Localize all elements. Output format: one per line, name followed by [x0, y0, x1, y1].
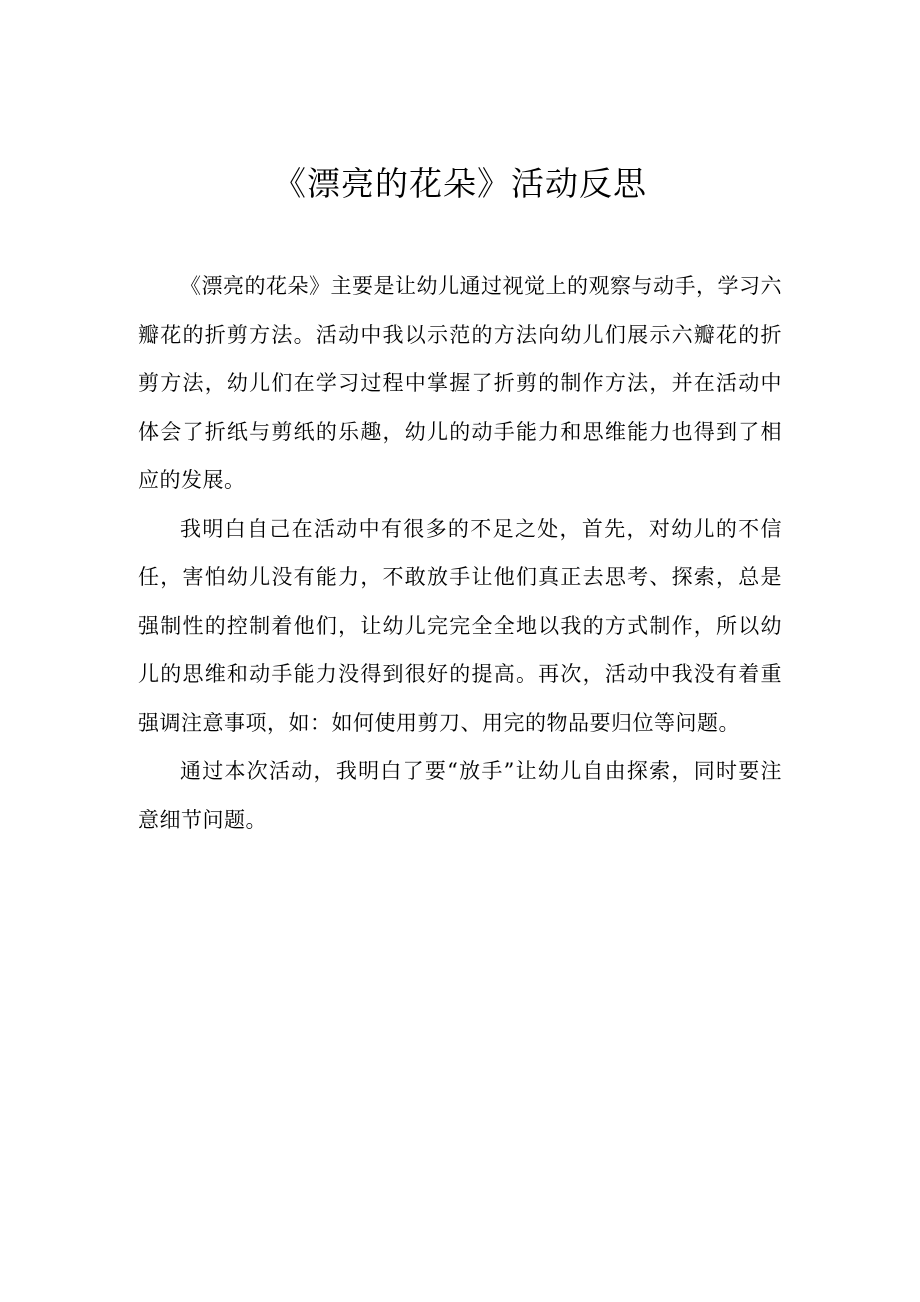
paragraph-2: 我明白自己在活动中有很多的不足之处，首先，对幼儿的不信任，害怕幼儿没有能力，不敢放手让他们真正去思考、探索，总是强制性的控制着他们，让幼儿完完全全地以我的方式制作，所以幼儿的思维和动手能力没得到很好的提高。再次，活动中我没有着重强调注意事项，如：如何使用剪刀、用完的物品要归位等问题。	[138, 516, 782, 735]
paragraph-1: 《漂亮的花朵》主要是让幼儿通过视觉上的观察与动手，学习六瓣花的折剪方法。活动中我以示范的方法向幼儿们展示六瓣花的折剪方法，幼儿们在学习过程中掌握了折剪的制作方法，并在活动中体会了折纸与剪纸的乐趣，幼儿的动手能力和思维能力也得到了相应的发展。	[138, 274, 782, 492]
document-body	[138, 262, 782, 844]
paragraph-3: 通过本次活动，我明白了要“放手”让幼儿自由探索，同时要注意细节问题。	[138, 759, 782, 832]
document-title: 《漂亮的花朵》活动反思	[273, 164, 647, 203]
